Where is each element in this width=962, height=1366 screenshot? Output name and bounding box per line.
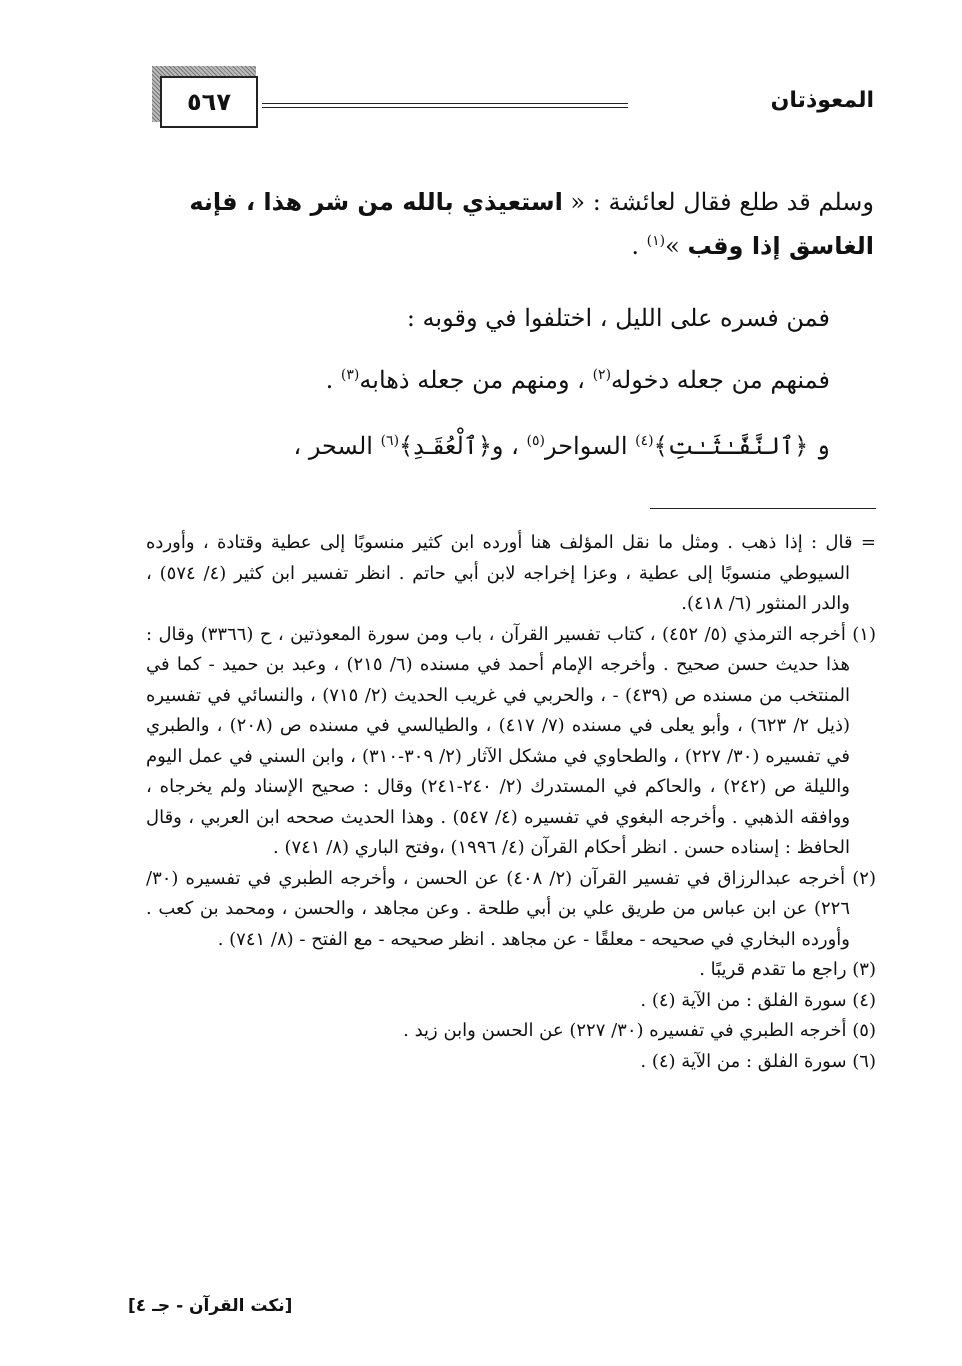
paragraph-1 [134, 180, 874, 268]
footnote-3: (٣) راجع ما تقدم قريبًا . [699, 959, 876, 980]
hadith-quote: استعيذي بالله من شر هذا ، فإنه الغاسق إذا وقب [189, 188, 874, 260]
p1-plain: وسلم قد طلع فقال لعائشة : « [562, 188, 874, 216]
p4-d: السحر ، [293, 432, 381, 460]
p3-c: . [325, 366, 341, 394]
footnote-separator [650, 508, 876, 509]
paragraph-2: فمن فسره على الليل ، اختلفوا في وقوبه : [406, 304, 830, 332]
book-volume-ref: [نكت القرآن - جـ ٤] [128, 1296, 293, 1316]
footnote-ref-3: (٣) [340, 367, 360, 383]
page-number: ٥٦٧ [160, 76, 258, 128]
footnote-1: (١) أخرجه الترمذي (٥/ ٤٥٢) ، كتاب تفسير القرآن ، باب ومن سورة المعوذتين ، ح (٣٣٦٦) وقال : هذا حديث حسن صحيح . وأخرجه الإمام أحمد في مسنده (٦/ ٢١٥) ، وعبد بن حميد - كما في المنتخب من مسنده ص (٤٣٩) - ، والحربي في غريب الحديث (٢/ ٧١٥) ، والنسائي في تفسيره (ذيل ٢/ ٦٢٣) ، وأبو يعلى في مسنده (٧/ ٤١٧) ، والطيالسي في مسنده ص (٢٠٨) ، والطبري في تفسيره (٣٠/ ٢٢٧) ، والطحاوي في مشكل الآثار (٢/ ٣٠٩-٣١٠) ، وابن السني في عمل اليوم والليلة ص (٢٤٢) ، والحاكم في المستدرك (٢/ ٢٤٠-٢٤١) وقال : صحيح الإسناد ولم يخرجاه ، ووافقه الذهبي . وأخرجه البغوي في تفسيره (٤/ ٥٤٧) . وهذا الحديث صححه ابن العربي ، وقال الحافظ : إسناده حسن . انظر أحكام القرآن (٤/ ١٩٩٦) ،وفتح الباري (٨/ ٧٤١) . [146, 623, 876, 858]
footnote-ref-4: (٤) [635, 433, 654, 449]
p3-b: ، ومنهم من جعله ذهابه [359, 366, 593, 394]
p1-end: » [665, 232, 688, 260]
p1-tail: . [631, 232, 647, 260]
header-rule [262, 103, 628, 108]
footnote-6: (٦) سورة الفلق : من الآية (٤) . [640, 1050, 876, 1072]
footnotes [146, 528, 876, 1077]
footnote-4: (٤) سورة الفلق : من الآية (٤) . [640, 989, 876, 1011]
footnote-2: (٢) أخرجه عبدالرزاق في تفسير القرآن (٢/ ٤٠٨) عن الحسن ، وأخرجه الطبري في تفسيره (٣٠/ ٢٢٦) عن ابن عباس من طريق علي بن أبي طلحة . وعن مجاهد ، والحسن ، ومحمد بن كعب . وأورده البخاري في صحيحه - معلقًا - عن مجاهد . انظر صحيحه - مع الفتح - (٨/ ٧٤١) . [146, 867, 876, 950]
p4-a: و ﴿ٱلنَّفَّـٰثَـٰتِ﴾ [653, 432, 830, 460]
footnote-ref-2: (٢) [592, 367, 612, 383]
footnote-ref-5: (٥) [526, 433, 545, 449]
paragraph-4 [293, 432, 830, 460]
p3-a: فمنهم من جعله دخوله [611, 366, 830, 394]
footnote-ref-1: (١) [646, 233, 666, 249]
footnote-continued: = قال : إذا ذهب . ومثل ما نقل المؤلف هنا أورده ابن كثير منسوبًا إلى عطية وقتادة ، وأورده السيوطي منسوبًا إلى عطية ، وعزا إخراجه لابن أبي حاتم . انظر تفسير ابن كثير (٤/ ٥٧٤) ، والدر المنثور (٦/ ٤١٨). [146, 532, 876, 614]
running-title: المعوذتان [770, 88, 874, 113]
footnote-ref-6: (٦) [380, 433, 400, 449]
footnote-5: (٥) أخرجه الطبري في تفسيره (٣٠/ ٢٢٧) عن الحسن وابن زيد . [403, 1020, 876, 1041]
p4-b: السواحر [544, 432, 636, 460]
p4-c: ، و﴿ٱلْعُقَـدِ﴾ [399, 432, 527, 460]
paragraph-3 [326, 366, 830, 394]
